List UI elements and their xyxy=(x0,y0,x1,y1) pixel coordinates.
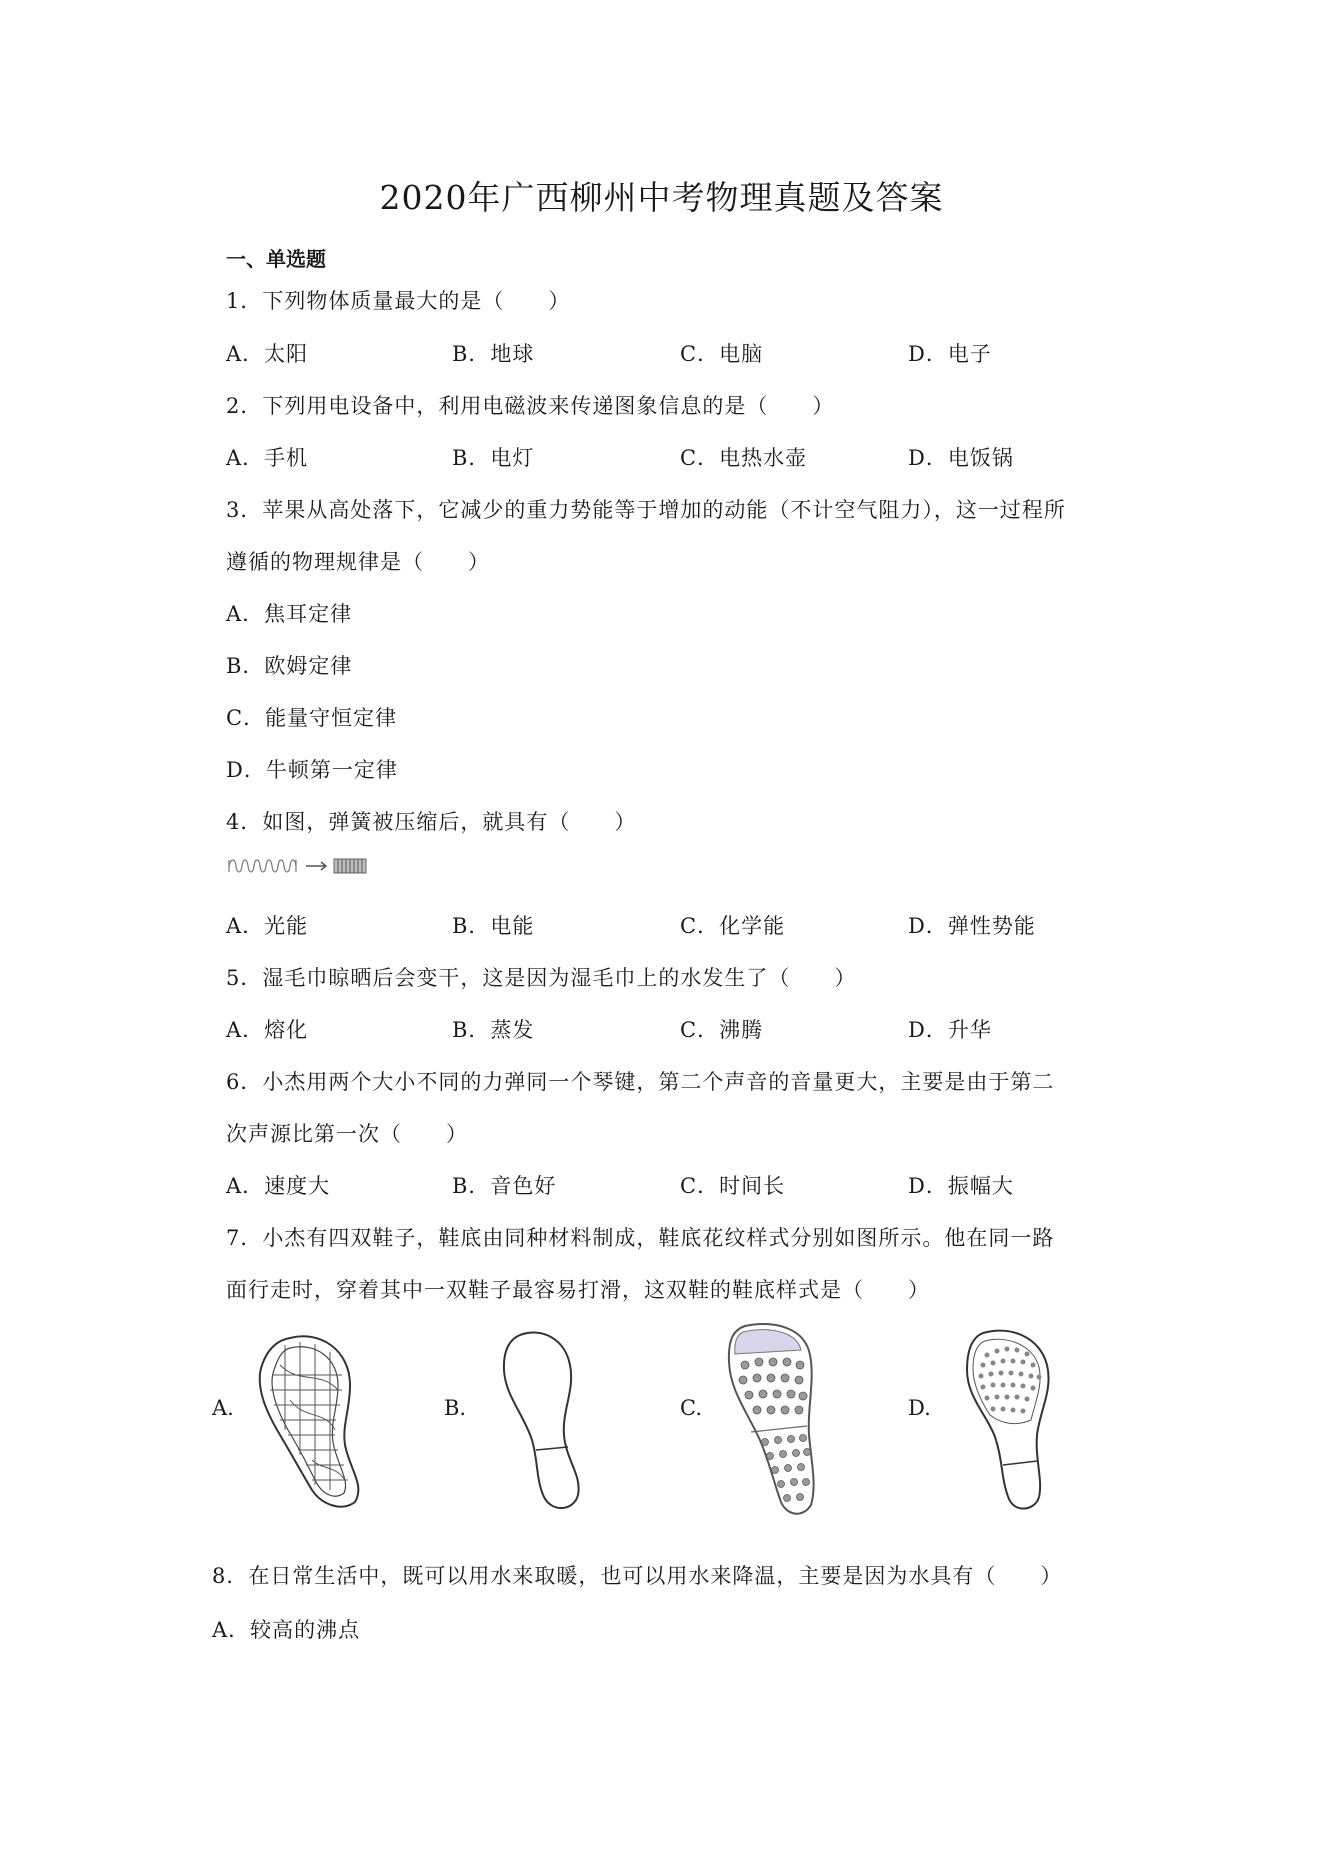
q2-option-d: D．电饭锅 xyxy=(908,446,1014,470)
q5-option-c: C．沸腾 xyxy=(680,1018,764,1042)
q3-option-c: C．能量守恒定律 xyxy=(226,706,398,730)
q7-option-d: D. xyxy=(908,1396,931,1420)
question-7-line-1: 7．小杰有四双鞋子，鞋底由同种材料制成，鞋底花纹样式分别如图所示。他在同一路 xyxy=(226,1226,1055,1250)
q3-option-b: B．欧姆定律 xyxy=(226,654,353,678)
shoe-sole-c-image xyxy=(715,1320,835,1520)
q2-option-b: B．电灯 xyxy=(452,446,535,470)
q6-option-a: A．速度大 xyxy=(226,1174,331,1198)
question-5: 5．湿毛巾晾晒后会变干，这是因为湿毛巾上的水发生了（ ） xyxy=(226,966,857,990)
q7-option-a: A. xyxy=(212,1396,234,1420)
q1-option-d: D．电子 xyxy=(908,342,992,366)
question-3-line-1: 3．苹果从高处落下，它减少的重力势能等于增加的动能（不计空气阻力），这一过程所 xyxy=(226,498,1066,522)
q7-option-c: C. xyxy=(680,1396,702,1420)
q5-option-d: D．升华 xyxy=(908,1018,992,1042)
question-2: 2．下列用电设备中，利用电磁波来传递图象信息的是（ ） xyxy=(226,394,835,418)
q5-option-b: B．蒸发 xyxy=(452,1018,535,1042)
question-4: 4．如图，弹簧被压缩后，就具有（ ） xyxy=(226,810,637,834)
q6-option-d: D．振幅大 xyxy=(908,1174,1014,1198)
shoe-sole-d-image xyxy=(955,1325,1070,1515)
q1-option-c: C．电脑 xyxy=(680,342,764,366)
q6-option-b: B．音色好 xyxy=(452,1174,557,1198)
page-title: 2020年广西柳州中考物理真题及答案 xyxy=(379,178,944,217)
q4-option-b: B．电能 xyxy=(452,914,535,938)
section-heading: 一、单选题 xyxy=(226,247,326,271)
shoe-sole-a-image xyxy=(250,1330,380,1510)
shoe-sole-b-image xyxy=(490,1325,600,1515)
q2-option-a: A．手机 xyxy=(226,446,309,470)
q6-option-c: C．时间长 xyxy=(680,1174,786,1198)
question-8: 8．在日常生活中，既可以用水来取暖，也可以用水来降温，主要是因为水具有（ ） xyxy=(212,1564,1063,1588)
q4-option-d: D．弹性势能 xyxy=(908,914,1036,938)
question-1: 1．下列物体质量最大的是（ ） xyxy=(226,289,571,313)
q4-option-a: A．光能 xyxy=(226,914,309,938)
question-6-line-1: 6．小杰用两个大小不同的力弹同一个琴键，第二个声音的音量更大，主要是由于第二 xyxy=(226,1070,1055,1094)
q2-option-c: C．电热水壶 xyxy=(680,446,808,470)
q1-option-b: B．地球 xyxy=(452,342,535,366)
q5-option-a: A．熔化 xyxy=(226,1018,309,1042)
question-6-line-2: 次声源比第一次（ ） xyxy=(226,1122,468,1146)
question-3-line-2: 遵循的物理规律是（ ） xyxy=(226,550,490,574)
question-7-line-2: 面行走时，穿着其中一双鞋子最容易打滑，这双鞋的鞋底样式是（ ） xyxy=(226,1278,930,1302)
q3-option-a: A．焦耳定律 xyxy=(226,602,353,626)
q4-option-c: C．化学能 xyxy=(680,914,786,938)
q7-option-b: B. xyxy=(444,1396,467,1420)
q3-option-d: D．牛顿第一定律 xyxy=(226,758,398,782)
q1-option-a: A．太阳 xyxy=(226,342,309,366)
q8-option-a: A．较高的沸点 xyxy=(212,1618,361,1642)
spring-figure xyxy=(226,854,371,878)
